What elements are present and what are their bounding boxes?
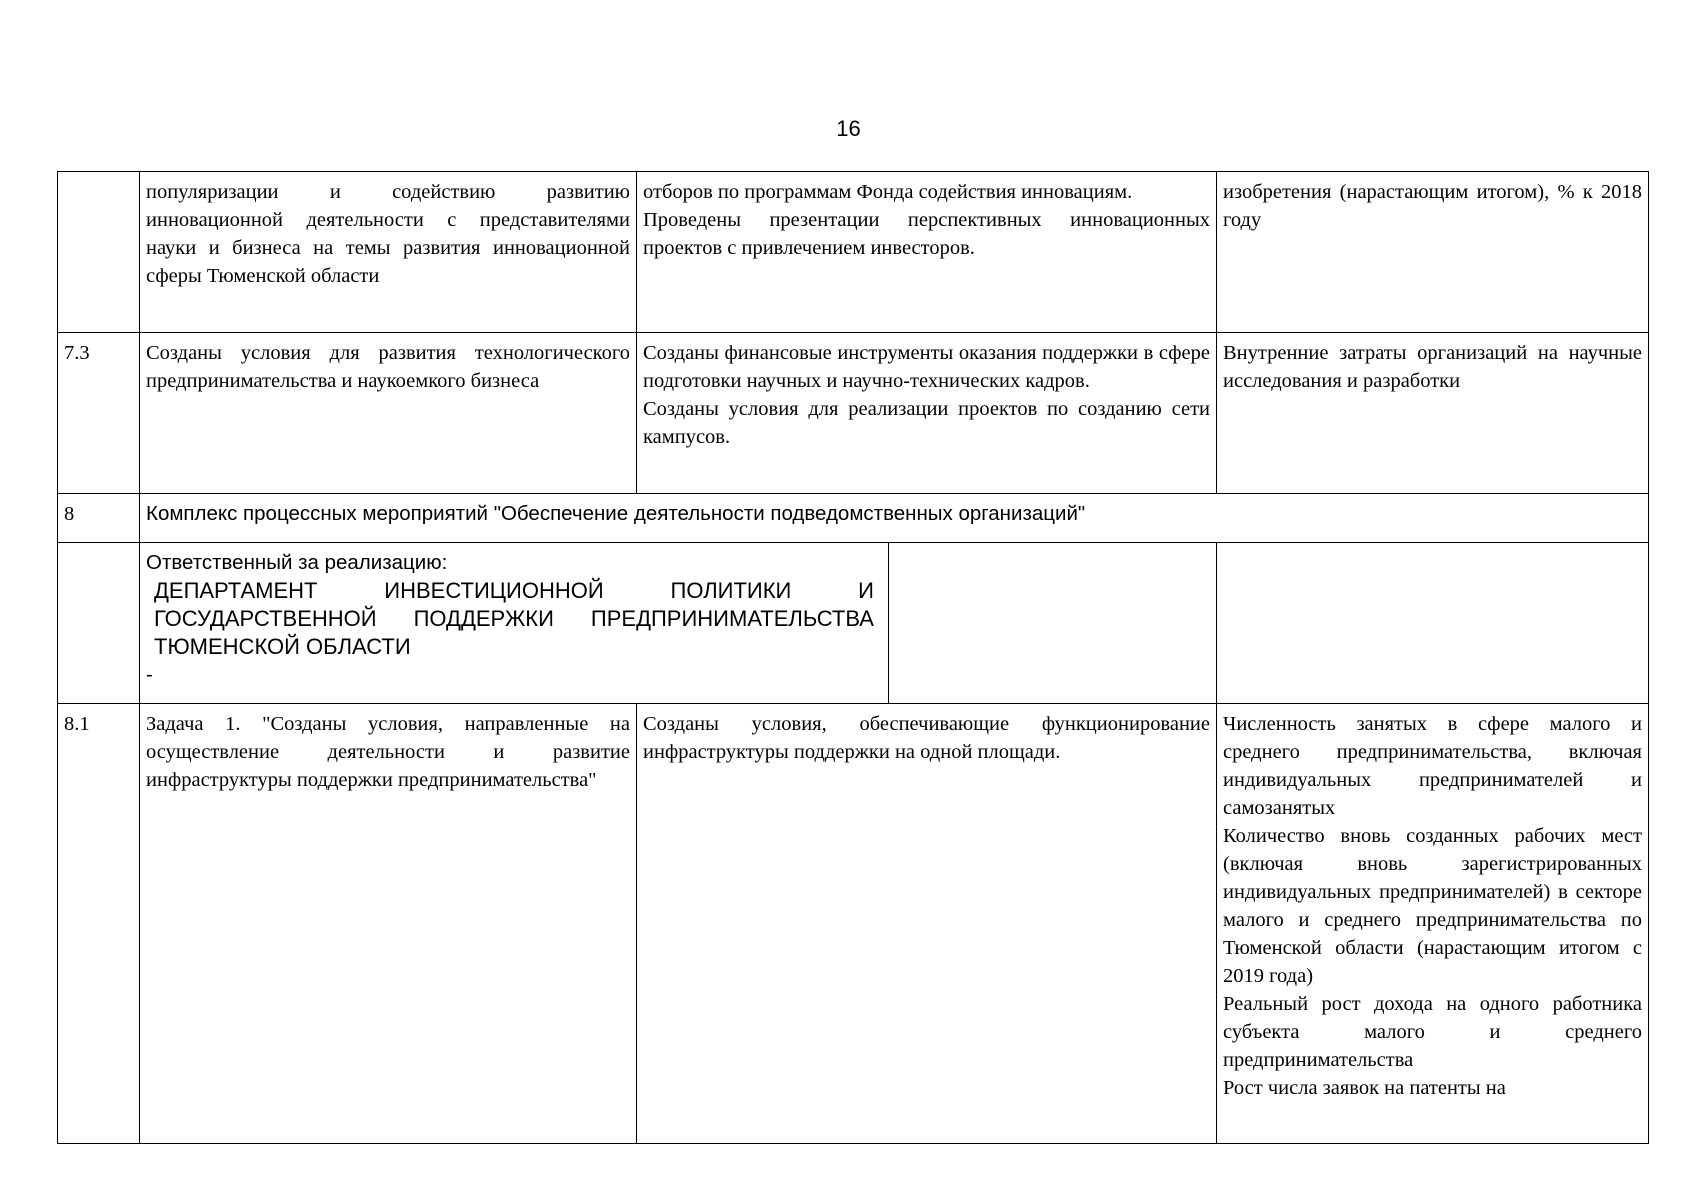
responsible-dash: - [146,663,153,686]
row-number: 7.3 [58,333,140,494]
indicator-text: Реальный рост дохода на одного работника субъекта малого и среднего предпринимательства [1223,993,1642,1071]
indicator-text: Внутренние затраты организаций на научные исследования и разработки [1223,342,1642,392]
task-cell [140,172,637,333]
task-cell [140,704,637,1144]
indicator-text: Численность занятых в сфере малого и среднего предпринимательства, включая индивидуальных предпринимателей и самозанятых [1223,713,1642,819]
table-row [58,704,1649,1144]
indicator-text: Рост числа заявок на патенты на [1223,1077,1506,1099]
task-text: популяризации и содействию развитию инновационной деятельности с представителями науки и бизнеса на темы развития инновационной сферы Тюменской области [146,181,630,287]
indicator-text: Количество вновь созданных рабочих мест (включая вновь зарегистрированных индивидуальных предпринимателей) в секторе малого и среднего предпринимательства по Тюменской области (нарастающим итогом с 2019 года) [1223,825,1642,987]
results-cell [637,333,1217,494]
indicator-text: изобретения (нарастающим итогом), % к 2018 году [1223,181,1642,231]
table-row [58,494,1649,543]
table-row [58,543,1649,704]
indicators-cell [1217,333,1649,494]
result-text: Созданы условия для реализации проектов по созданию сети кампусов. [643,398,1210,448]
task-cell [140,333,637,494]
responsible-department: ДЕПАРТАМЕНТ ИНВЕСТИЦИОННОЙ ПОЛИТИКИ И ГОСУДАРСТВЕННОЙ ПОДДЕРЖКИ ПРЕДПРИНИМАТЕЛЬСТВА ТЮМЕНСКОЙ ОБЛАСТИ [154,578,874,659]
result-text: отборов по программам Фонда содействия инновациям. [643,181,1133,203]
responsible-label: Ответственный за реализацию: [146,551,448,574]
indicators-cell [1217,172,1649,333]
results-cell [637,172,1217,333]
row-number: 8.1 [58,704,140,1144]
empty-cell [1217,543,1649,704]
result-text: Созданы финансовые инструменты оказания поддержки в сфере подготовки научных и научно-технических кадров. [643,342,1210,392]
results-cell [637,704,1217,1144]
section-title: Комплекс процессных мероприятий "Обеспечение деятельности подведомственных организаций" [140,494,1649,543]
row-number [58,172,140,333]
indicators-table [57,171,1649,1144]
row-number: 8 [58,494,140,543]
empty-cell [889,543,1217,704]
task-text: Задача 1. "Созданы условия, направленные на осуществление деятельности и развитие инфраструктуры поддержки предпринимательства" [146,713,630,791]
responsible-cell [140,543,889,704]
indicators-cell [1217,704,1649,1144]
task-text: Созданы условия для развития технологического предпринимательства и наукоемкого бизнеса [146,342,630,392]
table-row [58,333,1649,494]
row-number [58,543,140,704]
result-text: Созданы условия, обеспечивающие функционирование инфраструктуры поддержки на одной площади. [643,713,1210,763]
page-number: 16 [836,116,861,141]
table-row [58,172,1649,333]
result-text: Проведены презентации перспективных инновационных проектов с привлечением инвесторов. [643,209,1210,259]
